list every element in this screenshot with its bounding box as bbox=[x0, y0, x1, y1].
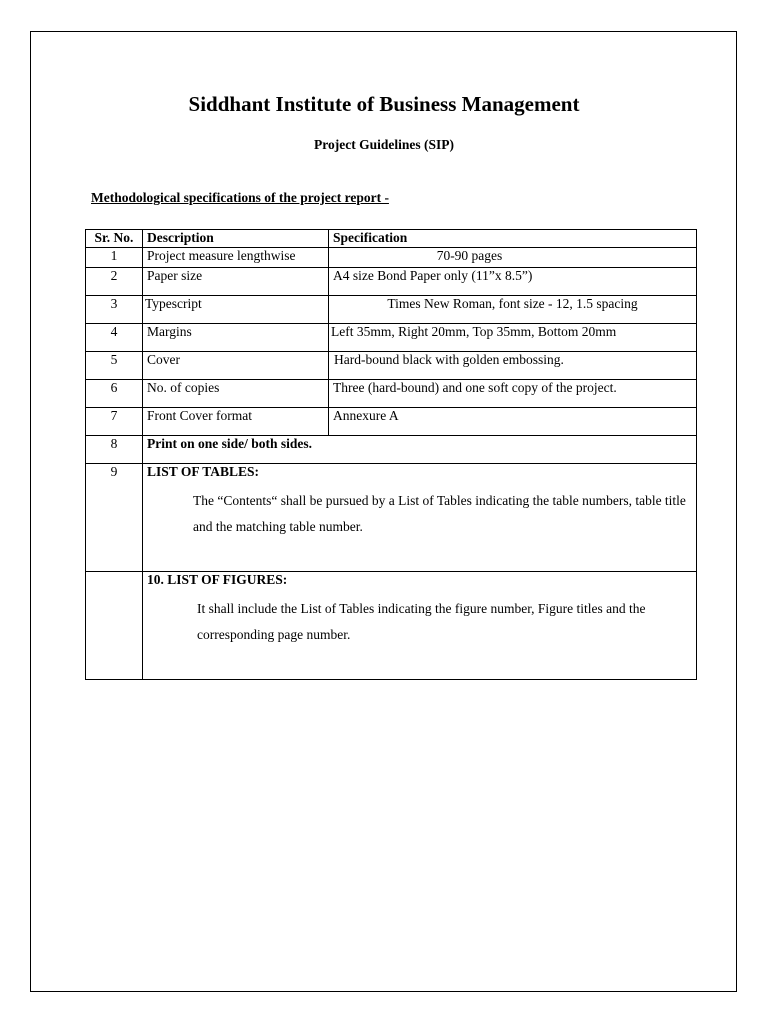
table-row-list-of-tables bbox=[86, 464, 697, 572]
list-of-tables-title: LIST OF TABLES: bbox=[147, 464, 260, 479]
row-number: 4 bbox=[110, 324, 118, 339]
specification-table bbox=[85, 229, 697, 680]
row-number: 5 bbox=[110, 352, 118, 367]
table-row bbox=[86, 408, 697, 436]
header-specification: Specification bbox=[329, 230, 697, 248]
table-row bbox=[86, 380, 697, 408]
table-row bbox=[86, 436, 697, 464]
row-description: Margins bbox=[147, 324, 192, 339]
row-specification: 70-90 pages bbox=[329, 248, 697, 268]
table-row bbox=[86, 352, 697, 380]
row-specification: Times New Roman, font size - 12, 1.5 spacing bbox=[387, 296, 638, 311]
row-number: 2 bbox=[110, 268, 118, 283]
row-description: Cover bbox=[147, 352, 180, 367]
row-specification: Hard-bound black with golden embossing. bbox=[334, 352, 564, 367]
document-title: Siddhant Institute of Business Management bbox=[188, 92, 580, 116]
section-heading: Methodological specifications of the project report - bbox=[91, 190, 389, 205]
row-specification: A4 size Bond Paper only (11”x 8.5”) bbox=[333, 268, 533, 283]
table-row bbox=[86, 324, 697, 352]
header-sr-no: Sr. No. bbox=[86, 230, 143, 248]
row-number: 7 bbox=[110, 408, 118, 423]
row-specification: Annexure A bbox=[333, 408, 399, 423]
row-description: Front Cover format bbox=[147, 408, 252, 423]
row-specification: Three (hard-bound) and one soft copy of the project. bbox=[333, 380, 617, 395]
document-subtitle: Project Guidelines (SIP) bbox=[314, 137, 454, 152]
table-row bbox=[86, 248, 697, 268]
list-of-tables-body: The “Contents“ shall be pursued by a List of Tables indicating the table numbers, table title and the matching table number. bbox=[193, 493, 686, 534]
table-header-row bbox=[86, 230, 697, 248]
row-description: Paper size bbox=[147, 268, 203, 283]
row-specification: Left 35mm, Right 20mm, Top 35mm, Bottom 20mm bbox=[331, 324, 617, 339]
header-description: Description bbox=[143, 230, 329, 248]
table-row bbox=[86, 268, 697, 296]
row-number: 8 bbox=[110, 436, 118, 451]
table-row bbox=[86, 296, 697, 324]
row-number: 3 bbox=[110, 296, 118, 311]
print-sides-text: Print on one side/ both sides. bbox=[147, 436, 313, 451]
list-of-figures-title: 10. LIST OF FIGURES: bbox=[147, 572, 288, 587]
row-number: 6 bbox=[110, 380, 118, 395]
row-description: Typescript bbox=[145, 296, 202, 311]
table-row-list-of-figures bbox=[86, 572, 697, 680]
empty-number-cell bbox=[86, 572, 143, 680]
row-description: Project measure lengthwise bbox=[143, 248, 329, 268]
row-number: 9 bbox=[86, 464, 143, 572]
row-number: 1 bbox=[86, 248, 143, 268]
row-description: No. of copies bbox=[147, 380, 220, 395]
list-of-figures-body: It shall include the List of Tables indicating the figure number, Figure titles and the corresponding page number. bbox=[197, 601, 646, 642]
